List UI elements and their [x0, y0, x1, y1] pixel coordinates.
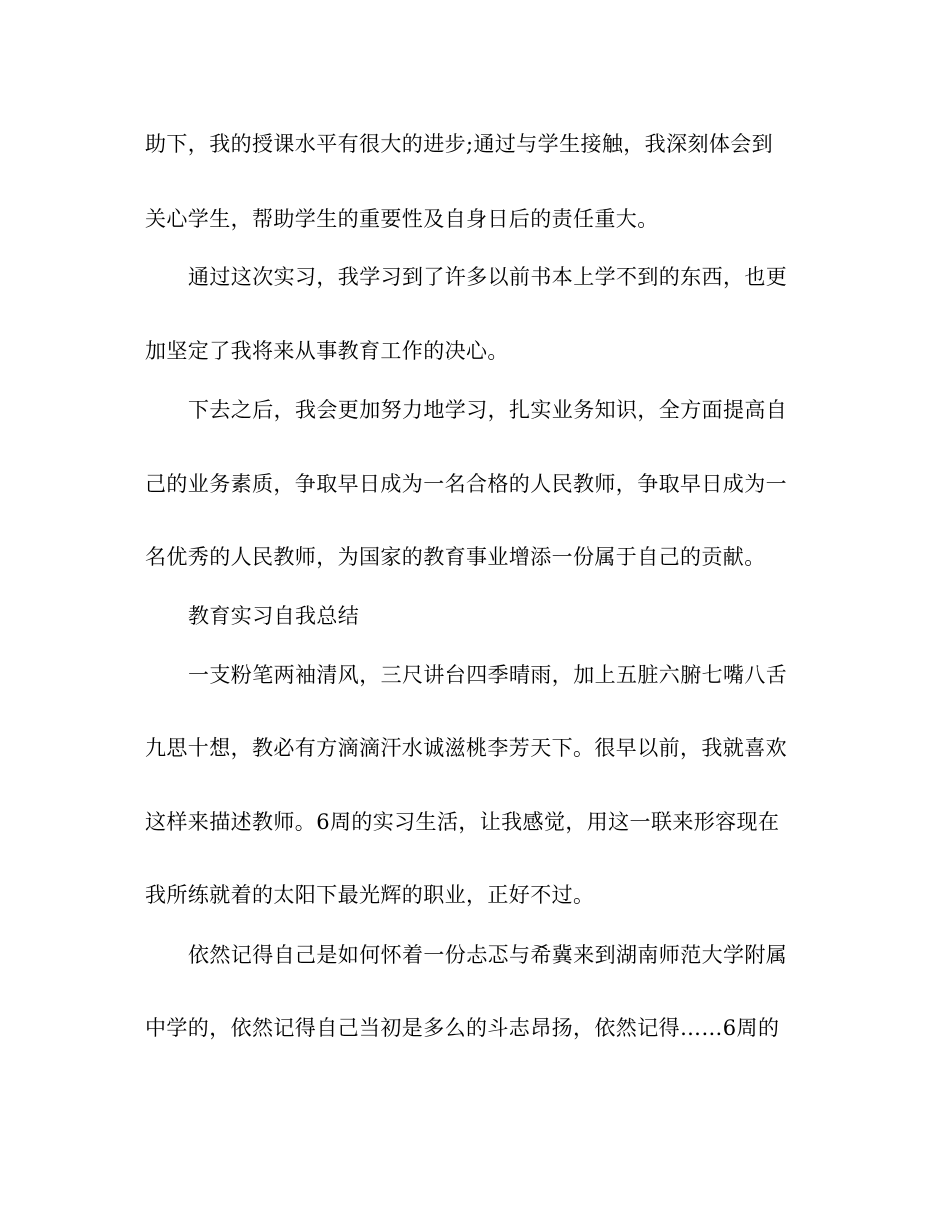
- text-line: 加坚定了我将来从事教育工作的决心。: [145, 339, 509, 363]
- text-line: 我所练就着的太阳下最光辉的职业，正好不过。: [145, 883, 595, 907]
- text-line: 中学的，依然记得自己当初是多么的斗志昂扬，依然记得……6周的: [145, 1016, 780, 1040]
- text-line: 助下，我的授课水平有很大的进步;通过与学生接触，我深刻体会到: [145, 132, 774, 156]
- text-line: 己的业务素质，争取早日成为一名合格的人民教师，争取早日成为一: [145, 472, 787, 496]
- text-line: 九思十想，教必有方滴滴汗水诚滋桃李芳天下。很早以前，我就喜欢: [145, 736, 787, 760]
- paragraph-start-line: 一支粉笔两袖清风，三尺讲台四季晴雨，加上五脏六腑七嘴八舌: [188, 663, 788, 687]
- section-heading: 教育实习自我总结: [188, 604, 360, 628]
- paragraph-start-line: 依然记得自己是如何怀着一份忐忑与希冀来到湖南师范大学附属: [188, 943, 788, 967]
- paragraph-start-line: 下去之后，我会更加努力地学习，扎实业务知识，全方面提高自: [188, 398, 788, 422]
- text-line: 关心学生，帮助学生的重要性及自身日后的责任重大。: [145, 207, 659, 231]
- paragraph-start-line: 通过这次实习，我学习到了许多以前书本上学不到的东西，也更: [188, 265, 788, 289]
- text-line: 这样来描述教师。6周的实习生活，让我感觉，用这一联来形容现在: [145, 810, 780, 834]
- text-line: 名优秀的人民教师，为国家的教育事业增添一份属于自己的贡献。: [145, 545, 766, 569]
